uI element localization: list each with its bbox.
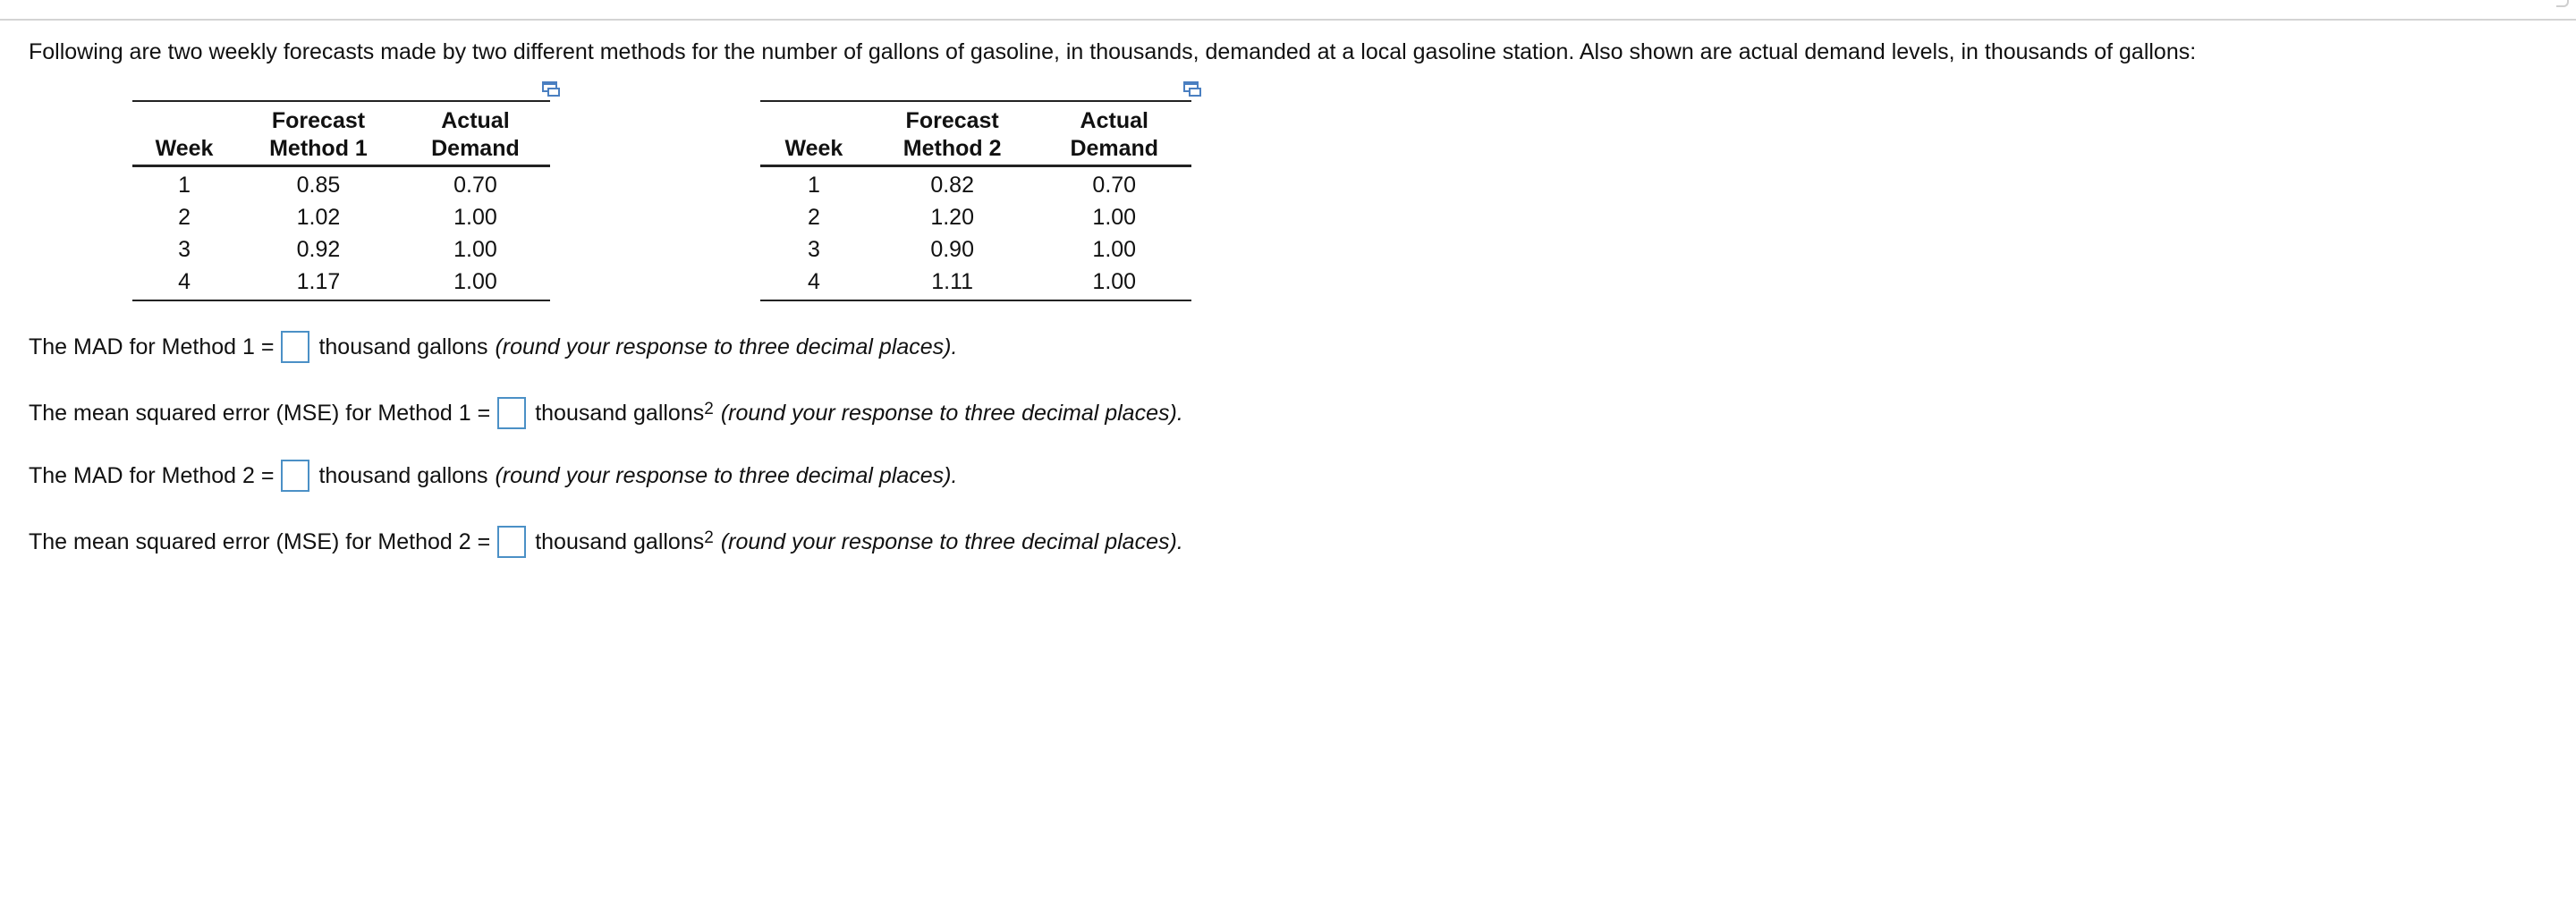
rounding-hint: (round your response to three decimal places). [720, 401, 1183, 426]
actual-demand-cell: 0.70 [453, 173, 497, 198]
question-mse-method-2: The mean squared error (MSE) for Method 2 = thousand gallons $^2$ (round your response to three decimal places). [29, 524, 1183, 560]
rounding-hint: (round your response to three decimal places). [495, 463, 958, 488]
table-row [760, 266, 1191, 300]
forecast-cell: 1.20 [930, 205, 974, 230]
forecast-cell: 0.92 [296, 237, 341, 262]
actual-demand-cell: 0.70 [1092, 173, 1137, 198]
mad-method-1-answer-input[interactable] [281, 331, 309, 363]
actual-demand-cell: 1.00 [453, 237, 497, 262]
actual-demand-cell: 1.00 [1092, 205, 1137, 230]
question-mad-method-1 [29, 329, 957, 365]
actual-demand-cell: 1.00 [1038, 266, 1191, 300]
forecast-cell: 0.82 [930, 173, 974, 198]
question-prefix: The mean squared error (MSE) for Method 1 = [29, 401, 491, 426]
mad-method-2-answer-input[interactable] [281, 460, 309, 492]
table-row [132, 166, 550, 202]
actual-demand-cell: 1.00 [1092, 237, 1137, 262]
mse-method-2-answer-input[interactable] [497, 526, 526, 558]
week-cell: 3 [178, 237, 191, 262]
week-cell: 2 [807, 205, 820, 230]
header-cell: Demand [1038, 135, 1191, 166]
rounding-hint: (round your response to three decimal places). [720, 529, 1183, 554]
header-cell: Actual [401, 101, 550, 135]
header-cell: Method 1 [236, 135, 401, 166]
week-cell: 1 [178, 173, 191, 198]
header-cell: Forecast [868, 101, 1038, 135]
question-intro: Following are two weekly forecasts made by two different methods for the number of gallons of gasoline, in thousands, demanded at a local gasoline station. Also shown are actual demand levels, in thousands of gallons: [29, 39, 2197, 64]
top-divider [0, 19, 2576, 21]
actual-demand-cell: 1.00 [401, 266, 550, 300]
question-prefix: The MAD for Method 2 = [29, 463, 275, 488]
week-cell: 3 [807, 237, 820, 262]
popout-window-icon[interactable] [1182, 80, 1202, 97]
forecast-table-method-1 [132, 100, 550, 301]
header-cell: Demand [401, 135, 550, 166]
corner-scroll-mark [2556, 0, 2569, 7]
table-row [132, 266, 550, 300]
question-prefix: The mean squared error (MSE) for Method 2 = [29, 529, 491, 554]
header-cell [760, 101, 868, 135]
question-mse-method-1: The mean squared error (MSE) for Method 1 = thousand gallons $^2$ (round your response to three decimal places). [29, 395, 1183, 431]
forecast-cell: 1.11 [868, 266, 1038, 300]
unit-label: thousand gallons [535, 401, 705, 426]
forecast-table-method-2-block [760, 100, 1191, 301]
header-cell: Week [132, 135, 236, 166]
table-row [132, 201, 550, 233]
popout-window-icon[interactable] [541, 80, 561, 97]
header-cell: Actual [1038, 101, 1191, 135]
rounding-hint: (round your response to three decimal places). [495, 334, 958, 359]
week-cell: 4 [760, 266, 868, 300]
header-cell: Week [760, 135, 868, 166]
week-cell: 4 [132, 266, 236, 300]
table-row [760, 201, 1191, 233]
forecast-table-method-2 [760, 100, 1191, 301]
unit-label: thousand gallons [535, 529, 705, 554]
header-cell [132, 101, 236, 135]
unit-label: thousand gallons [318, 463, 488, 488]
actual-demand-cell: 1.00 [453, 205, 497, 230]
header-cell: Method 2 [868, 135, 1038, 166]
question-mad-method-2 [29, 458, 957, 494]
table-row [760, 166, 1191, 202]
mse-method-1-answer-input[interactable] [497, 397, 526, 429]
table-row [760, 233, 1191, 266]
unit-label: thousand gallons [318, 334, 488, 359]
forecast-cell: 1.17 [236, 266, 401, 300]
week-cell: 1 [807, 173, 820, 198]
forecast-cell: 0.85 [296, 173, 341, 198]
forecast-cell: 1.02 [296, 205, 341, 230]
week-cell: 2 [178, 205, 191, 230]
table-row [132, 233, 550, 266]
header-cell: Forecast [236, 101, 401, 135]
question-prefix: The MAD for Method 1 = [29, 334, 275, 359]
forecast-table-method-1-block [132, 100, 550, 301]
forecast-cell: 0.90 [930, 237, 974, 262]
